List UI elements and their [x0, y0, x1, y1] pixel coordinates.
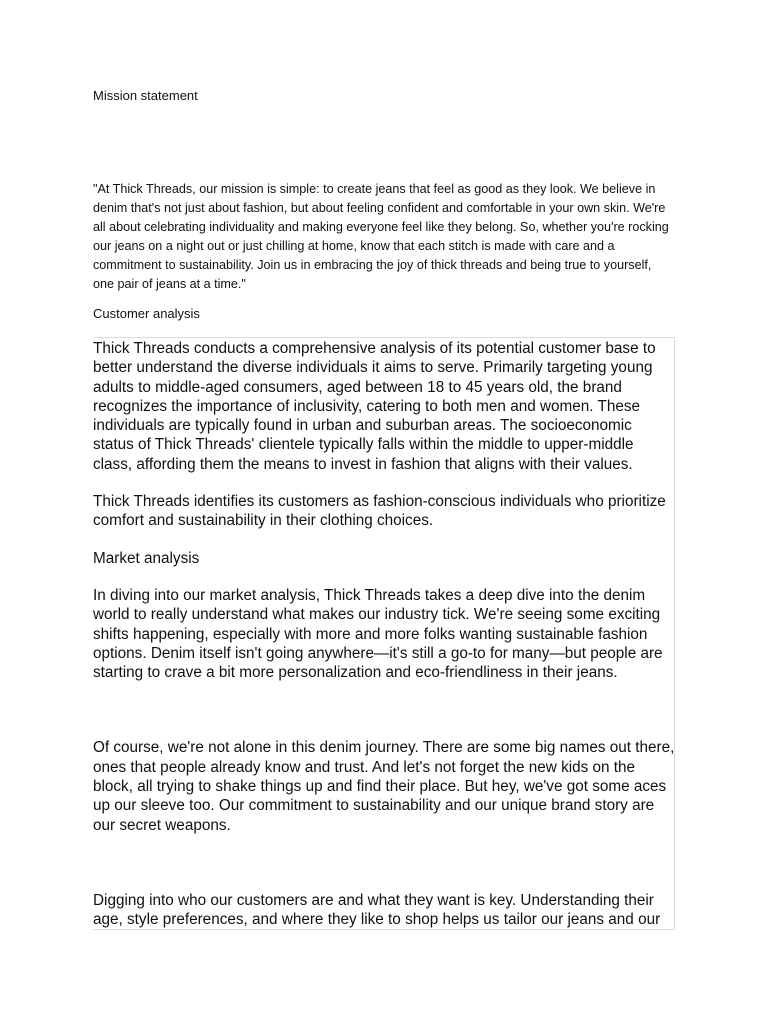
mission-statement-text: "At Thick Threads, our mission is simple: to create jeans that feel as good as they look. We believe in denim that's not just about fashion, but about feeling confident and comfortable in your own skin. We're all about celebrating individuality and making everyone feel like they belong. So, whether you're rocking our jeans on a night out or just chilling at home, know that each stitch is made with care and a commitment to sustainability. Join us in embracing the joy of thick threads and being true to yourself, one pair of jeans at a time." — [93, 182, 669, 291]
market-paragraph-3: Digging into who our customers are and what they want is key. Understanding their age, style preferences, and where they like to shop helps us tailor our jeans and our — [93, 891, 661, 929]
market-paragraph-1: In diving into our market analysis, Thick Threads takes a deep dive into the denim world to really understand what makes our industry tick. We're seeing some exciting shifts happening, especially with more and more folks wanting sustainable fashion options. Denim itself isn't going anywhere—it's still a go-to for many—but people are starting to crave a bit more personalization and eco-friendliness in their jeans. — [93, 586, 663, 682]
market-paragraph-2: Of course, we're not alone in this denim journey. There are some big names out there, ones that people already know and trust. And let's not forget the new kids on the block, all trying to shake things up and find their place. But hey, we've got some aces up our sleeve too. Our commitment to sustainability and our unique brand story are our secret weapons. — [93, 739, 675, 834]
customer-paragraph-2: Thick Threads identifies its customers as fashion-conscious individuals who prioritize comfort and sustainability in their clothing choices. — [93, 493, 666, 530]
text-frame[interactable] — [93, 337, 675, 930]
customer-paragraph-1: Thick Threads conducts a comprehensive analysis of its potential customer base to better understand the diverse individuals it aims to serve. Primarily targeting young adults to middle-aged consumers, aged between 18 to 45 years old, the brand recognizes the importance of inclusivity, catering to both men and women. These individuals are typically found in urban and suburban areas. The socioeconomic status of Thick Threads' clientele typically falls within the middle to upper-middle class, affording them the means to invest in fashion that aligns with their values. — [93, 340, 656, 473]
market-analysis-heading: Market analysis — [93, 549, 200, 567]
customer-analysis-heading: Customer analysis — [93, 306, 200, 321]
mission-statement-heading: Mission statement — [93, 88, 198, 103]
text-frame-content — [93, 339, 675, 930]
